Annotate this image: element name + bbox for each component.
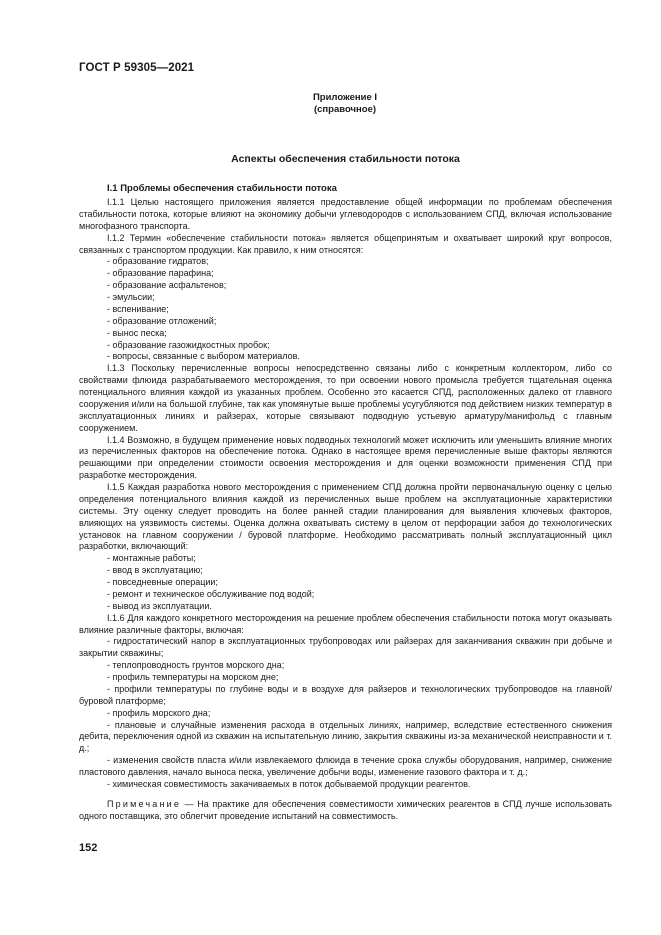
paragraph-1-1-4: I.1.4 Возможно, в будущем применение новых подводных технологий может исключить или уменьшить влияние многих из перечисленных факторов на обеспечение потока. Однако в настоящее время перечисленные выше факторы являются решающими при определении стоимости освоения месторождения и для оценки возможности применения СПД при разработке месторождения. [79, 434, 612, 481]
list-item: - эмульсии; [107, 292, 155, 302]
list-item: - монтажные работы; [107, 553, 196, 564]
list-item: - ремонт и техническое обслуживание под водой; [107, 588, 315, 599]
list-item: - профиль морского дна; [107, 707, 211, 718]
list-item: - образование отложений; [107, 315, 217, 326]
list-item: - гидростатический напор в эксплуатационных трубопроводах или райзерах для заканчивания скважин при добыче и закрытии скважины; [79, 636, 612, 659]
list-item: - профиль температуры на морском дне; [107, 672, 279, 682]
list-item: - изменения свойств пласта и/или извлекаемого флюида в течение срока службы оборудования, например, снижение пластового давления, начало выноса песка, увеличение добычи воды, изменение газового фактора и т. д.; [79, 755, 612, 777]
list-item: - образование парафина; [107, 268, 214, 279]
lifecycle-list [79, 553, 612, 612]
list-item: - повседневные операции; [107, 577, 218, 587]
note-text: — На практике для обеспечения совместимости химических реагентов в СПД лучше использовать одного поставщика, это облегчит проведение испытаний на совместимость. [79, 798, 612, 821]
list-item: - ввод в эксплуатацию; [107, 565, 203, 576]
standard-header: ГОСТ Р 59305—2021 [79, 62, 195, 74]
list-item: - профили температуры по глубине воды и в воздухе для райзеров и технологических трубопроводов на главной/буровой платформе; [79, 683, 612, 706]
list-item: - химическая совместимость закачиваемых в поток добываемой продукции реагентов. [107, 778, 471, 789]
page-number: 152 [79, 842, 98, 854]
list-item: - образование газожидкостных пробок; [107, 339, 270, 350]
issues-list [79, 256, 612, 363]
list-item: - плановые и случайные изменения расхода в отдельных линиях, например, вследствие естественного снижения дебита, переключения одной из скважин на испытательную линию, закрытия скважины из-за механической неисправности и т. д.; [79, 719, 612, 754]
note-paragraph [79, 799, 612, 823]
paragraph-1-1-5: I.1.5 Каждая разработка нового месторождения с применением СПД должна пройти первоначальную оценку с целью определения потенциального влияния каждой из перечисленных выше проблем на эксплуатационные характеристики системы. Эту оценку следует проводить на более ранней стадии планирования для выявления ключевых факторов, влияющих на уязвимость системы. Оценка должна охватывать систему в целом от перфорации забоя до технологических установок на главном сооружении / буровой платформе. Необходимо рассматривать полный эксплуатационный цикл разработки, включающий: [79, 482, 612, 552]
list-item: - вынос песка; [107, 327, 167, 338]
paragraph-1-1-2: I.1.2 Термин «обеспечение стабильности потока» является общепринятым и охватывает широкий круг вопросов, связанных с транспортом продукции. Как правило, к ним относятся: [79, 232, 612, 255]
list-item: - образование асфальтенов; [107, 280, 227, 291]
appendix-type: (справочное) [313, 104, 377, 115]
list-item: - вопросы, связанные с выбором материалов. [107, 351, 300, 362]
list-item: - образование гидратов; [107, 256, 209, 267]
appendix-label: Приложение I [312, 92, 378, 103]
list-item: - вывод из эксплуатации. [107, 600, 212, 611]
body-text [79, 197, 612, 823]
paragraph-1-1-3: I.1.3 Поскольку перечисленные вопросы непосредственно связаны либо с конкретным коллектором, либо со свойствами флюида разрабатываемого месторождения, то при освоении нового промысла требуется тщательная оценка потенциального влияния каждой из указанных проблем. Особенно это касается СПД, расположенных далеко от главного сооружения и/или на большой глубине, так как упомянутые выше проблемы усугубляются под действием низких температур в эксплуатационных линиях и райзерах, которые связывают подводную устьевую арматуру/манифольд с главным сооружением. [79, 363, 612, 433]
section-heading: I.1 Проблемы обеспечения стабильности потока [107, 183, 337, 194]
paragraph-1-1-1: I.1.1 Целью настоящего приложения является предоставление общей информации по проблемам обеспечения стабильности потока, которые влияют на экономику добычи углеводородов с использованием СПД, включая использование многофазного транспорта. [79, 197, 612, 231]
list-item: - вспенивание; [107, 303, 169, 314]
appendix-title: Аспекты обеспечения стабильности потока [231, 153, 460, 165]
paragraph-1-1-6: I.1.6 Для каждого конкретного месторождения на решение проблем обеспечения стабильности потока могут оказывать влияние различные факторы, включая: [79, 612, 612, 635]
note-label: Примечание [107, 798, 182, 809]
factors-list [79, 636, 612, 790]
list-item: - теплопроводность грунтов морского дна; [107, 660, 285, 671]
